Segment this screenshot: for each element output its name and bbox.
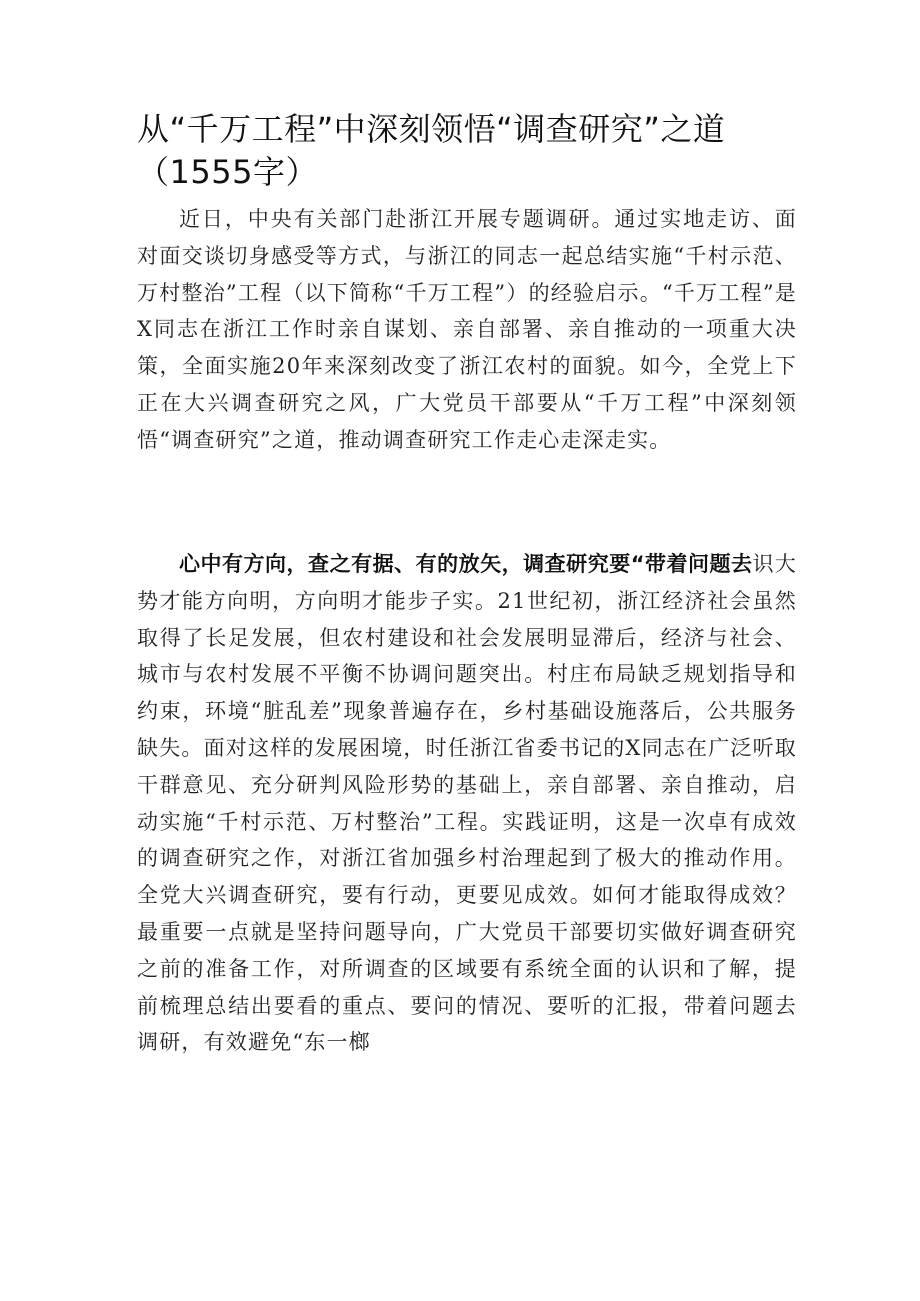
intro-paragraph: 近日，中央有关部门赴浙江开展专题调研。通过实地走访、面对面交谈切身感受等方式，与浙江的同志一起总结实施“千村示范、万村整治”工程（以下简称“千万工程”）的经验启示。“千万工程”是X同志在浙江工作时亲自谋划、亲自部署、亲自推动的一项重大决策，全面实施20年来深刻改变了浙江农村的面貌。如今，全党上下正在大兴调查研究之风，广大党员干部要从“千万工程”中深刻领悟“调查研究”之道，推动调查研究工作走心走深走实。	[137, 207, 797, 452]
section1-paragraph	[137, 546, 797, 1061]
article-title: 从“千万工程”中深刻领悟“调查研究”之道（1555字）	[137, 110, 726, 191]
section1-body: 识大势才能方向明，方向明才能步子实。21世纪初，浙江经济社会虽然取得了长足发展，但农村建设和社会发展明显滞后，经济与社会、城市与农村发展不平衡不协调问题突出。村庄布局缺乏规划指导和约束，环境“脏乱差”现象普遍存在，乡村基础设施落后，公共服务缺失。面对这样的发展困境，时任浙江省委书记的X同志在广泛听取干群意见、充分研判风险形势的基础上，亲自部署、亲自推动，启动实施“千村示范、万村整治”工程。实践证明，这是一次卓有成效的调查研究之作，对浙江省加强乡村治理起到了极大的推动作用。全党大兴调查研究，要有行动，更要见成效。如何才能取得成效？最重要一点就是坚持问题导向，广大党员干部要切实做好调查研究之前的准备工作，对所调查的区域要有系统全面的认识和了解，提前梳理总结出要看的重点、要问的情况、要听的汇报，带着问题去调研，有效避免“东一榔	[137, 552, 797, 1055]
section1-heading: 心中有方向，查之有据、有的放矢，调查研究要“带着问题去	[179, 552, 753, 576]
